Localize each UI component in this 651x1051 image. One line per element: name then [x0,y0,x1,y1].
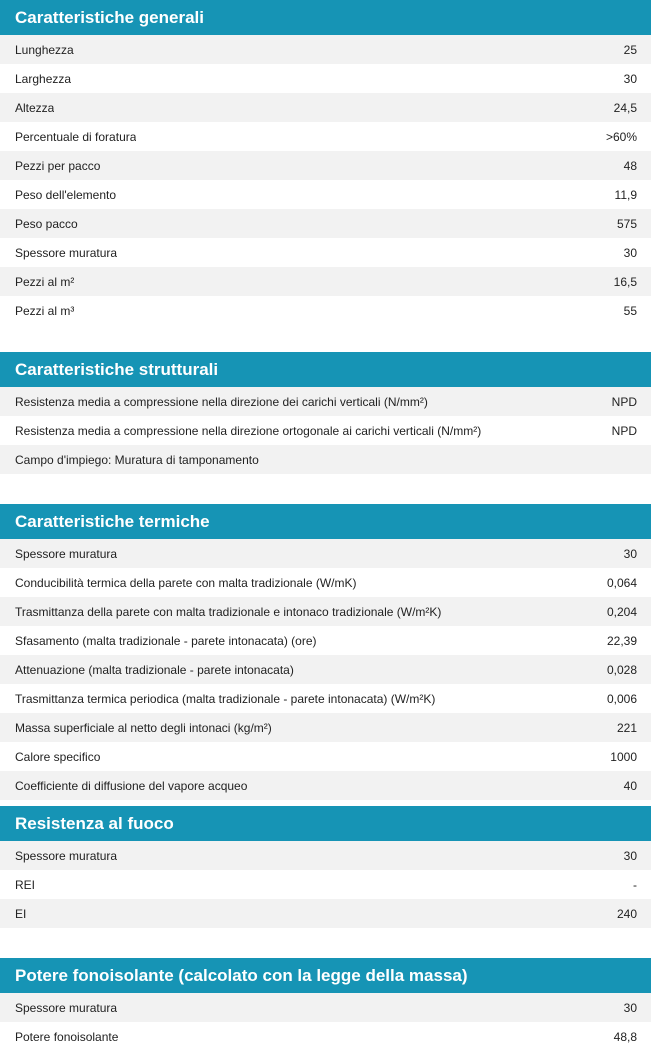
spec-table [0,35,651,325]
row-value: 1000 [610,749,637,764]
table-row [0,597,651,626]
section-title: Potere fonoisolante (calcolato con la legge della massa) [0,958,651,993]
table-row [0,684,651,713]
row-label: Spessore muratura [15,1000,118,1015]
spec-table [0,539,651,800]
row-value: 11,9 [614,187,637,202]
table-row [0,64,651,93]
row-value: 0,064 [606,575,637,590]
table-row [0,296,651,325]
table-row [0,35,651,64]
row-label: Lunghezza [15,42,74,57]
row-value: 40 [623,778,637,793]
row-label: Peso pacco [15,216,78,231]
row-value: NPD [611,423,637,438]
row-label: Pezzi per pacco [15,158,101,173]
section-general [0,0,651,325]
section-title: Caratteristiche strutturali [0,352,651,387]
row-label: Larghezza [15,71,72,86]
spec-table [0,841,651,928]
table-row [0,539,651,568]
row-label: Spessore muratura [15,245,118,260]
row-value: 25 [623,42,637,57]
row-label: Pezzi al m² [15,274,75,289]
row-label: Altezza [15,100,55,115]
row-label: Spessore muratura [15,546,118,561]
row-value: 0,028 [606,662,637,677]
table-row [0,841,651,870]
section-fire-resistance [0,806,651,928]
table-row [0,568,651,597]
table-row [0,713,651,742]
row-label: Spessore muratura [15,848,118,863]
table-row [0,445,651,474]
section-sound-insulation [0,958,651,1051]
row-value: 55 [623,303,637,318]
table-row [0,387,651,416]
table-row [0,238,651,267]
row-label: Resistenza media a compressione nella direzione ortogonale ai carichi verticali (N/mm²) [15,423,482,438]
row-label: REI [15,877,36,892]
row-label: Pezzi al m³ [15,303,75,318]
section-structural [0,352,651,474]
row-label: Trasmittanza della parete con malta tradizionale e intonaco tradizionale (W/m²K) [15,604,442,619]
row-label: Peso dell'elemento [15,187,117,202]
row-value: 48 [623,158,637,173]
table-row [0,1022,651,1051]
row-label: Potere fonoisolante [15,1029,119,1044]
table-row [0,626,651,655]
row-value: NPD [611,394,637,409]
row-value: 24,5 [613,100,637,115]
spec-table [0,993,651,1051]
row-label: Sfasamento (malta tradizionale - parete intonacata) (ore) [15,633,317,648]
row-label: EI [15,906,27,921]
table-row [0,209,651,238]
row-label: Attenuazione (malta tradizionale - parete intonacata) [15,662,294,677]
table-row [0,416,651,445]
row-value: 0,006 [606,691,637,706]
row-value: 575 [616,216,637,231]
row-value: >60% [605,129,637,144]
row-label: Massa superficiale al netto degli intonaci (kg/m²) [15,720,272,735]
row-label: Campo d'impiego: Muratura di tamponamento [15,452,259,467]
section-title: Caratteristiche termiche [0,504,651,539]
row-value: 221 [616,720,637,735]
row-value: 48,8 [613,1029,637,1044]
row-value: - [633,877,637,892]
section-title: Resistenza al fuoco [0,806,651,841]
table-row [0,899,651,928]
row-value: 30 [623,71,637,86]
row-value: 30 [623,546,637,561]
row-value: 30 [623,1000,637,1015]
table-row [0,870,651,899]
row-label: Resistenza media a compressione nella direzione dei carichi verticali (N/mm²) [15,394,428,409]
row-label: Percentuale di foratura [15,129,137,144]
table-row [0,993,651,1022]
row-value: 30 [623,848,637,863]
row-value: 0,204 [606,604,637,619]
table-row [0,151,651,180]
row-value: 30 [623,245,637,260]
row-label: Coefficiente di diffusione del vapore acqueo [15,778,248,793]
row-label: Trasmittanza termica periodica (malta tradizionale - parete intonacata) (W/m²K) [15,691,436,706]
row-label: Calore specifico [15,749,101,764]
table-row [0,771,651,800]
row-value: 22,39 [606,633,637,648]
table-row [0,122,651,151]
row-value: 240 [616,906,637,921]
table-row [0,93,651,122]
table-row [0,180,651,209]
row-value: 16,5 [613,274,637,289]
table-row [0,655,651,684]
section-thermal [0,504,651,800]
table-row [0,267,651,296]
table-row [0,742,651,771]
section-title: Caratteristiche generali [0,0,651,35]
spec-table [0,387,651,474]
row-label: Conducibilità termica della parete con malta tradizionale (W/mK) [15,575,357,590]
